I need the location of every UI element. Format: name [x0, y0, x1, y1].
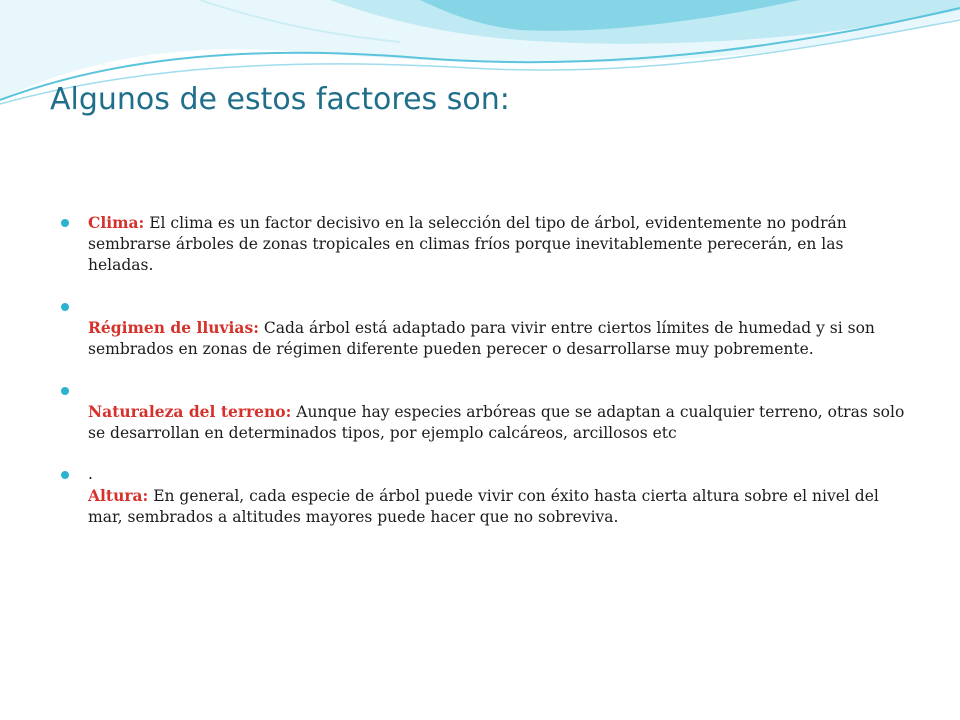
bullet-dot-icon: [61, 219, 69, 227]
bullet-prefix: [88, 296, 910, 317]
bullet-dot-icon: [61, 471, 69, 479]
bullet-dot-icon: [61, 387, 69, 395]
bullet-prefix: [88, 380, 910, 401]
bullet-dot-icon: [61, 303, 69, 311]
bullet-naturaleza-terreno: [60, 380, 910, 444]
bullet-text: El clima es un factor decisivo en la selección del tipo de árbol, evidentemente no podrán sembrarse árboles de zonas tropicales en climas fríos porque inevitablemente perecerán, en las heladas.: [88, 214, 847, 274]
bullet-prefix: .: [88, 465, 93, 483]
bullet-altura: [60, 464, 910, 528]
bullet-regimen-lluvias: [60, 296, 910, 360]
slide-title: Algunos de estos factores son:: [50, 82, 510, 117]
bullet-term: Régimen de lluvias:: [88, 318, 259, 337]
bullet-text: Aunque hay especies arbóreas que se adaptan a cualquier terreno, otras solo se desarrollan en determinados tipos, por ejemplo calcáreos, arcillosos etc: [88, 403, 905, 442]
factor-list: [60, 212, 910, 528]
bullet-clima: [60, 212, 910, 276]
bullet-text: En general, cada especie de árbol puede vivir con éxito hasta cierta altura sobre el nivel del mar, sembrados a altitudes mayores puede hacer que no sobreviva.: [88, 487, 879, 526]
bullet-text: Cada árbol está adaptado para vivir entre ciertos límites de humedad y si son sembrados en zonas de régimen diferente pueden perecer o desarrollarse muy pobremente.: [88, 319, 875, 358]
bullet-term: Naturaleza del terreno:: [88, 402, 292, 421]
bullet-term: Altura:: [88, 486, 149, 505]
bullet-term: Clima:: [88, 213, 145, 232]
